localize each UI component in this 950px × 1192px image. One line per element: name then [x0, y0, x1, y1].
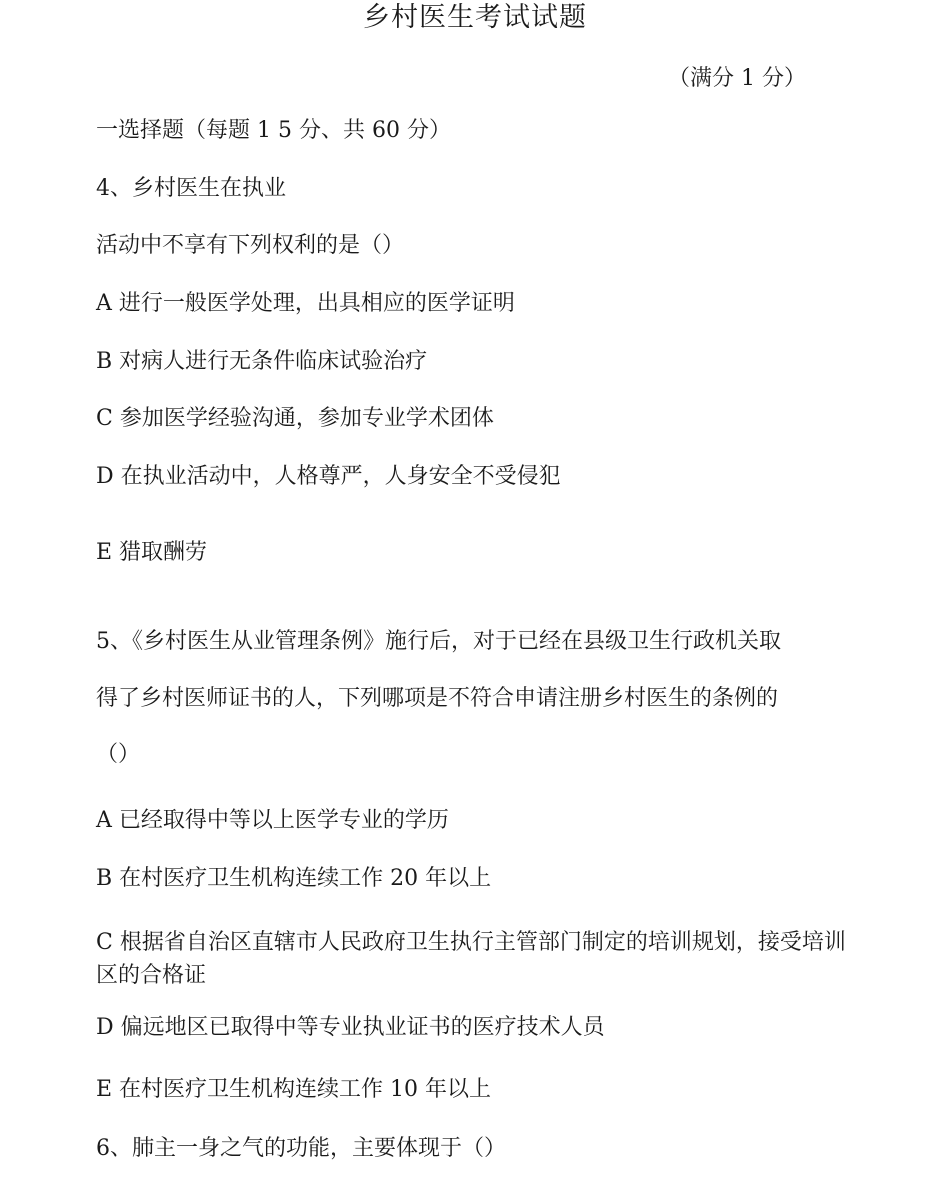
question-6-stem: 6、肺主一身之气的功能，主要体现于（）	[96, 1136, 506, 1161]
question-5-option-a: A 已经取得中等以上医学专业的学历	[96, 808, 449, 833]
question-5-option-d: D 偏远地区已取得中等专业执业证书的医疗技术人员	[96, 1015, 605, 1040]
document-title: 乡村医生考试试题	[363, 2, 587, 33]
score-note: （满分 1 分）	[668, 66, 806, 91]
question-4-option-c: C 参加医学经验沟通，参加专业学术团体	[96, 406, 494, 431]
question-4-option-e: E 猎取酬劳	[96, 540, 208, 565]
question-5-stem-line-3: （）	[96, 742, 141, 767]
section-heading: 一选择题（每题 1 5 分、共 60 分）	[96, 118, 451, 143]
question-5-option-e: E 在村医疗卫生机构连续工作 10 年以上	[96, 1077, 492, 1102]
question-5-option-c: C 根据省自治区直辖市人民政府卫生执行主管部门制定的培训规划，接受培训区的合格证	[96, 930, 846, 988]
question-4-stem-line-1: 4、乡村医生在执业	[96, 176, 286, 201]
question-5-stem-line-1: 5、《乡村医生从业管理条例》施行后，对于已经在县级卫生行政机关取	[96, 629, 781, 654]
question-5-stem-line-2: 得了乡村医师证书的人，下列哪项是不符合申请注册乡村医生的条例的	[96, 686, 779, 711]
question-4-option-a: A 进行一般医学处理，出具相应的医学证明	[96, 291, 515, 316]
question-4-stem-line-2: 活动中不享有下列权利的是（）	[96, 233, 405, 258]
question-5-option-b: B 在村医疗卫生机构连续工作 20 年以上	[96, 866, 492, 891]
question-4-option-d: D 在执业活动中，人格尊严，人身安全不受侵犯	[96, 464, 561, 489]
question-4-option-b: B 对病人进行无条件临床试验治疗	[96, 349, 428, 374]
